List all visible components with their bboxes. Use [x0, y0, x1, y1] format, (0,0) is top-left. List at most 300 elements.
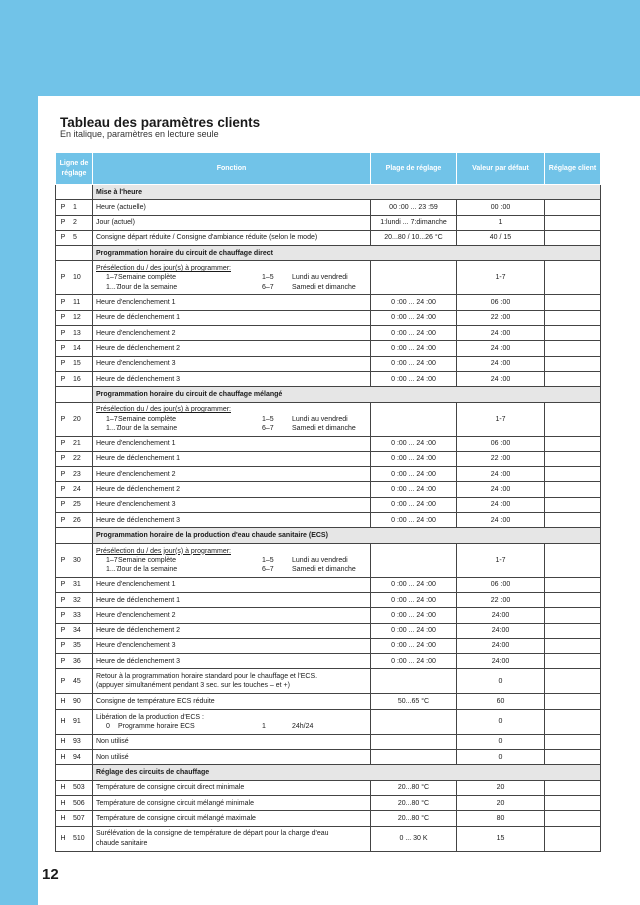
cell-ligne [56, 371, 93, 386]
cell-ligne [56, 577, 93, 592]
cell-fonction: Heure d'enclenchement 2 [93, 608, 371, 623]
cell-ligne [56, 310, 93, 325]
section-row [56, 528, 601, 543]
ligne-number: 507 [73, 814, 85, 822]
ligne-number: 21 [73, 440, 81, 448]
ecs-option-text: 24h/24 [292, 722, 314, 730]
ecs-option [96, 722, 367, 731]
cell-ligne [56, 467, 93, 482]
ligne-code [56, 500, 92, 509]
ligne-prefix: P [60, 611, 66, 619]
preselection-title: Présélection du / des jour(s) à programmer: [96, 265, 231, 273]
cell-fonction: Consigne de température ECS réduite [93, 694, 371, 709]
cell-fonction: Heure d'enclenchement 1 [93, 577, 371, 592]
column-header-fonction: Fonction [93, 153, 371, 185]
cell-reglage-client [545, 497, 601, 512]
ligne-prefix: H [60, 753, 66, 761]
section-title: Mise à l'heure [93, 185, 601, 200]
cell-plage: 20...80 °C [371, 811, 457, 826]
table-row [56, 451, 601, 466]
ligne-prefix: P [60, 642, 66, 650]
section-title: Réglage des circuits de chauffage [93, 765, 601, 780]
cell-plage: 0 :00 ... 24 :00 [371, 436, 457, 451]
cell-defaut: 24:00 [457, 654, 545, 669]
section-title: Programmation horaire de la production d'eau chaude sanitaire (ECS) [93, 528, 601, 543]
ligne-code [56, 641, 92, 650]
cell-ligne [56, 780, 93, 795]
cell-defaut: 0 [457, 709, 545, 734]
ligne-code [56, 753, 92, 762]
section-blank-cell [56, 765, 93, 780]
cell-defaut: 24:00 [457, 638, 545, 653]
cell-ligne [56, 811, 93, 826]
ligne-prefix: P [60, 627, 66, 635]
preselection-option-text: 1–5 [262, 556, 274, 564]
cell-plage [371, 734, 457, 749]
ligne-prefix: P [60, 299, 66, 307]
preselection-option-text: Samedi et dimanche [292, 424, 356, 432]
cell-fonction [93, 402, 371, 436]
ligne-code [56, 375, 92, 384]
cell-reglage-client [545, 261, 601, 295]
preselection-option-text: 1–5 [262, 274, 274, 282]
column-header-defaut: Valeur par défaut [457, 153, 545, 185]
table-row [56, 826, 601, 851]
table-row [56, 436, 601, 451]
cell-ligne [56, 215, 93, 230]
ligne-number: 34 [73, 627, 81, 635]
cell-defaut: 60 [457, 694, 545, 709]
cell-defaut: 0 [457, 734, 545, 749]
table-row [56, 577, 601, 592]
preselection-option-text: 1–7 [106, 556, 118, 564]
section-blank-cell [56, 387, 93, 402]
cell-defaut: 24:00 [457, 608, 545, 623]
ligne-code [56, 485, 92, 494]
ligne-code [56, 596, 92, 605]
cell-ligne [56, 261, 93, 295]
table-row [56, 310, 601, 325]
cell-reglage-client [545, 215, 601, 230]
ligne-number: 26 [73, 516, 81, 524]
ligne-number: 30 [73, 556, 81, 564]
cell-plage: 20...80 °C [371, 795, 457, 810]
fonction-line-1: Surélévation de la consigne de température de départ pour la charge d'eau [96, 830, 329, 838]
ligne-code [56, 834, 92, 843]
fonction-line-2: chaude sanitaire [96, 839, 148, 847]
cell-plage: 00 :00 ... 23 :59 [371, 200, 457, 215]
cell-fonction: Température de consigne circuit mélangé minimale [93, 795, 371, 810]
ligne-prefix: H [60, 784, 66, 792]
ligne-number: 24 [73, 486, 81, 494]
side-color-band [0, 96, 38, 905]
preselection-title: Présélection du / des jour(s) à programmer: [96, 406, 231, 414]
preselection-option-text: Lundi au vendredi [292, 415, 348, 423]
ecs-option-text: 0 [106, 722, 110, 730]
parameters-table [55, 152, 601, 852]
cell-fonction: Température de consigne circuit direct minimale [93, 780, 371, 795]
cell-defaut: 22 :00 [457, 310, 545, 325]
preselection-option-text: 1–7 [106, 274, 118, 282]
ligne-number: 12 [73, 314, 81, 322]
top-color-band [0, 0, 640, 96]
ligne-number: 31 [73, 581, 81, 589]
ligne-number: 506 [73, 799, 85, 807]
ligne-number: 35 [73, 642, 81, 650]
table-row [56, 513, 601, 528]
table-row [56, 623, 601, 638]
table-row [56, 371, 601, 386]
preselection-option-text: Semaine complète [118, 415, 176, 423]
ligne-code [56, 218, 92, 227]
cell-ligne [56, 402, 93, 436]
cell-plage: 0 :00 ... 24 :00 [371, 295, 457, 310]
cell-plage: 0 :00 ... 24 :00 [371, 341, 457, 356]
cell-ligne [56, 295, 93, 310]
ligne-prefix: P [60, 234, 66, 242]
ligne-prefix: H [60, 698, 66, 706]
cell-fonction: Heure de déclenchement 2 [93, 623, 371, 638]
ligne-prefix: P [60, 375, 66, 383]
cell-defaut: 22 :00 [457, 592, 545, 607]
ligne-code [56, 626, 92, 635]
ligne-code [56, 657, 92, 666]
preselection-option-text: 6–7 [262, 424, 274, 432]
ligne-prefix: P [60, 657, 66, 665]
ligne-prefix: H [60, 718, 66, 726]
column-header-ligne: Ligne de réglage [56, 153, 93, 185]
cell-reglage-client [545, 694, 601, 709]
cell-defaut: 06 :00 [457, 295, 545, 310]
fonction-line-2: (appuyer simultanément pendant 3 sec. sur les touches – et +) [96, 682, 290, 690]
preselection-option [96, 273, 367, 282]
cell-fonction [93, 826, 371, 851]
section-row [56, 185, 601, 200]
ligne-prefix: P [60, 516, 66, 524]
cell-reglage-client [545, 780, 601, 795]
cell-reglage-client [545, 795, 601, 810]
cell-reglage-client [545, 295, 601, 310]
ligne-number: 22 [73, 455, 81, 463]
preselection-option-text: 1–5 [262, 415, 274, 423]
cell-defaut: 24 :00 [457, 356, 545, 371]
cell-defaut: 24 :00 [457, 371, 545, 386]
preselection-option [96, 424, 367, 433]
cell-fonction [93, 669, 371, 694]
table-row [56, 592, 601, 607]
preselection-option-text: 1–7 [106, 415, 118, 423]
cell-fonction: Heure d'enclenchement 3 [93, 356, 371, 371]
cell-ligne [56, 341, 93, 356]
preselection-option-text: Semaine complète [118, 556, 176, 564]
table-row [56, 467, 601, 482]
cell-defaut: 1-7 [457, 543, 545, 577]
cell-reglage-client [545, 623, 601, 638]
table-row [56, 200, 601, 215]
ligne-number: 503 [73, 784, 85, 792]
cell-reglage-client [545, 451, 601, 466]
ligne-code [56, 439, 92, 448]
ligne-prefix: P [60, 501, 66, 509]
preselection-option-text: 6–7 [262, 283, 274, 291]
cell-defaut: 1-7 [457, 261, 545, 295]
cell-plage [371, 261, 457, 295]
cell-defaut: 24 :00 [457, 467, 545, 482]
ligne-code [56, 359, 92, 368]
cell-defaut: 15 [457, 826, 545, 851]
cell-fonction: Heure de déclenchement 1 [93, 451, 371, 466]
cell-defaut: 24 :00 [457, 341, 545, 356]
fonction-line-1: Libération de la production d'ECS : [96, 713, 204, 721]
cell-fonction: Heure de déclenchement 2 [93, 482, 371, 497]
ligne-code [56, 344, 92, 353]
ligne-number: 13 [73, 329, 81, 337]
cell-reglage-client [545, 482, 601, 497]
cell-defaut: 24 :00 [457, 482, 545, 497]
ligne-code [56, 516, 92, 525]
cell-defaut: 20 [457, 780, 545, 795]
table-row [56, 780, 601, 795]
cell-ligne [56, 669, 93, 694]
cell-plage: 0 ... 30 K [371, 826, 457, 851]
preselection-option-text: 1...7 [106, 424, 120, 432]
cell-ligne [56, 497, 93, 512]
section-row [56, 765, 601, 780]
table-row [56, 482, 601, 497]
table-row [56, 341, 601, 356]
cell-defaut: 00 :00 [457, 200, 545, 215]
cell-plage: 0 :00 ... 24 :00 [371, 467, 457, 482]
preselection-option [96, 565, 367, 574]
ligne-prefix: P [60, 360, 66, 368]
cell-reglage-client [545, 826, 601, 851]
cell-ligne [56, 230, 93, 245]
cell-defaut: 80 [457, 811, 545, 826]
cell-ligne [56, 326, 93, 341]
preselection-option [96, 556, 367, 565]
cell-reglage-client [545, 371, 601, 386]
preselection-option-text: Samedi et dimanche [292, 283, 356, 291]
ligne-code [56, 697, 92, 706]
cell-plage: 0 :00 ... 24 :00 [371, 638, 457, 653]
cell-defaut: 40 / 15 [457, 230, 545, 245]
cell-fonction: Heure d'enclenchement 3 [93, 638, 371, 653]
ligne-code [56, 799, 92, 808]
cell-fonction: Heure d'enclenchement 1 [93, 436, 371, 451]
cell-plage [371, 402, 457, 436]
ligne-prefix: P [60, 274, 66, 282]
cell-reglage-client [545, 750, 601, 765]
ligne-code [56, 273, 92, 282]
ligne-number: 94 [73, 753, 81, 761]
cell-fonction: Heure de déclenchement 1 [93, 310, 371, 325]
ligne-prefix: P [60, 329, 66, 337]
preselection-option [96, 283, 367, 292]
table-row [56, 230, 601, 245]
cell-reglage-client [545, 543, 601, 577]
ligne-prefix: P [60, 556, 66, 564]
ligne-code [56, 580, 92, 589]
ligne-code [56, 783, 92, 792]
cell-plage: 1:lundi ... 7:dimanche [371, 215, 457, 230]
ligne-number: 5 [73, 234, 77, 242]
ligne-number: 510 [73, 834, 85, 842]
cell-fonction: Jour (actuel) [93, 215, 371, 230]
ligne-code [56, 329, 92, 338]
ligne-number: 93 [73, 738, 81, 746]
cell-plage: 0 :00 ... 24 :00 [371, 592, 457, 607]
ligne-number: 36 [73, 657, 81, 665]
cell-reglage-client [545, 654, 601, 669]
cell-ligne [56, 638, 93, 653]
cell-fonction: Heure de déclenchement 3 [93, 654, 371, 669]
preselection-option-text: 1...7 [106, 283, 120, 291]
cell-fonction: Heure d'enclenchement 3 [93, 497, 371, 512]
cell-plage: 0 :00 ... 24 :00 [371, 608, 457, 623]
cell-ligne [56, 709, 93, 734]
ligne-number: 91 [73, 718, 81, 726]
ligne-prefix: P [60, 440, 66, 448]
ligne-number: 2 [73, 219, 77, 227]
ligne-code [56, 717, 92, 726]
table-row [56, 750, 601, 765]
cell-defaut: 24 :00 [457, 513, 545, 528]
cell-reglage-client [545, 326, 601, 341]
cell-fonction: Heure de déclenchement 1 [93, 592, 371, 607]
cell-reglage-client [545, 467, 601, 482]
cell-fonction: Heure de déclenchement 2 [93, 341, 371, 356]
table-row [56, 608, 601, 623]
cell-plage: 0 :00 ... 24 :00 [371, 451, 457, 466]
ligne-code [56, 298, 92, 307]
preselection-option-text: Semaine complète [118, 274, 176, 282]
preselection-option-text: Jour de la semaine [118, 565, 178, 573]
cell-defaut: 1 [457, 215, 545, 230]
cell-ligne [56, 356, 93, 371]
cell-fonction [93, 709, 371, 734]
cell-fonction: Heure de déclenchement 3 [93, 371, 371, 386]
cell-plage: 0 :00 ... 24 :00 [371, 310, 457, 325]
ligne-prefix: H [60, 799, 66, 807]
ligne-number: 11 [73, 299, 81, 307]
cell-ligne [56, 795, 93, 810]
cell-reglage-client [545, 341, 601, 356]
ligne-code [56, 203, 92, 212]
ligne-prefix: P [60, 203, 66, 211]
ecs-option-text: 1 [262, 722, 266, 730]
ligne-number: 32 [73, 596, 81, 604]
cell-plage: 0 :00 ... 24 :00 [371, 577, 457, 592]
cell-reglage-client [545, 200, 601, 215]
ligne-prefix: H [60, 834, 66, 842]
cell-reglage-client [545, 608, 601, 623]
preselection-title: Présélection du / des jour(s) à programmer: [96, 547, 231, 555]
preselection-option-text: 1...7 [106, 565, 120, 573]
section-row [56, 387, 601, 402]
preselection-option-text: 6–7 [262, 565, 274, 573]
column-header-plage: Plage de réglage [371, 153, 457, 185]
cell-plage [371, 543, 457, 577]
page-number: 12 [42, 866, 59, 883]
cell-ligne [56, 608, 93, 623]
cell-ligne [56, 200, 93, 215]
cell-reglage-client [545, 734, 601, 749]
cell-plage: 0 :00 ... 24 :00 [371, 371, 457, 386]
ligne-code [56, 233, 92, 242]
table-row [56, 811, 601, 826]
preselection-option-text: Samedi et dimanche [292, 565, 356, 573]
ligne-number: 23 [73, 470, 81, 478]
ligne-code [56, 313, 92, 322]
fonction-line-1: Retour à la programmation horaire standard pour le chauffage et l'ECS. [96, 673, 318, 681]
table-row [56, 326, 601, 341]
table-row [56, 356, 601, 371]
cell-reglage-client [545, 577, 601, 592]
cell-ligne [56, 750, 93, 765]
cell-plage: 0 :00 ... 24 :00 [371, 356, 457, 371]
ligne-prefix: H [60, 814, 66, 822]
cell-defaut: 0 [457, 669, 545, 694]
cell-fonction: Température de consigne circuit mélangé maximale [93, 811, 371, 826]
cell-plage: 0 :00 ... 24 :00 [371, 326, 457, 341]
cell-reglage-client [545, 310, 601, 325]
cell-ligne [56, 482, 93, 497]
ligne-prefix: P [60, 677, 66, 685]
ligne-code [56, 415, 92, 424]
ligne-prefix: P [60, 486, 66, 494]
cell-reglage-client [545, 669, 601, 694]
cell-plage [371, 669, 457, 694]
cell-plage: 50...65 °C [371, 694, 457, 709]
page-subtitle: En italique, paramètres en lecture seule [60, 129, 219, 139]
cell-fonction [93, 261, 371, 295]
ligne-prefix: P [60, 455, 66, 463]
cell-defaut: 06 :00 [457, 436, 545, 451]
table-row [56, 261, 601, 295]
cell-ligne [56, 826, 93, 851]
cell-fonction: Heure (actuelle) [93, 200, 371, 215]
cell-ligne [56, 694, 93, 709]
cell-reglage-client [545, 402, 601, 436]
cell-fonction: Non utilisé [93, 734, 371, 749]
cell-ligne [56, 623, 93, 638]
section-blank-cell [56, 185, 93, 200]
cell-ligne [56, 592, 93, 607]
table-row [56, 402, 601, 436]
cell-reglage-client [545, 230, 601, 245]
preselection-option-text: Jour de la semaine [118, 424, 178, 432]
cell-defaut: 24:00 [457, 623, 545, 638]
section-title: Programmation horaire du circuit de chauffage mélangé [93, 387, 601, 402]
preselection-option-text: Lundi au vendredi [292, 274, 348, 282]
cell-defaut: 1-7 [457, 402, 545, 436]
cell-defaut: 06 :00 [457, 577, 545, 592]
ligne-number: 90 [73, 698, 81, 706]
cell-defaut: 20 [457, 795, 545, 810]
cell-plage: 0 :00 ... 24 :00 [371, 497, 457, 512]
section-row [56, 246, 601, 261]
cell-fonction: Heure d'enclenchement 2 [93, 467, 371, 482]
cell-reglage-client [545, 638, 601, 653]
table-row [56, 734, 601, 749]
cell-fonction: Heure de déclenchement 3 [93, 513, 371, 528]
preselection-option-text: Lundi au vendredi [292, 556, 348, 564]
cell-ligne [56, 451, 93, 466]
table-row [56, 709, 601, 734]
section-blank-cell [56, 246, 93, 261]
section-title: Programmation horaire du circuit de chauffage direct [93, 246, 601, 261]
preselection-option [96, 415, 367, 424]
